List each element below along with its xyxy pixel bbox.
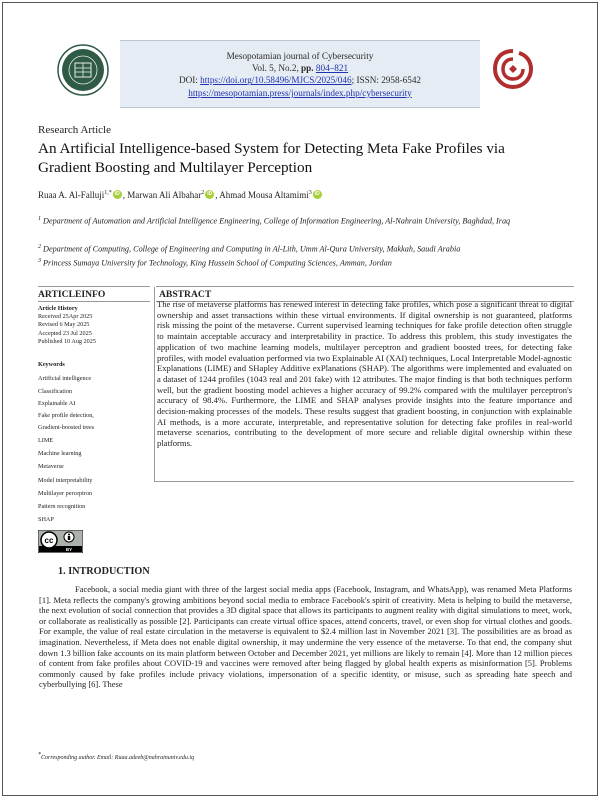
keyword: LIME: [38, 437, 54, 444]
keyword: Classification: [38, 388, 73, 395]
keyword: Model interpretability: [38, 477, 93, 484]
orcid-icon[interactable]: iD: [207, 191, 213, 197]
keywords-heading: Keywords: [38, 361, 65, 368]
article-info-heading: ARTICLEINFO: [38, 286, 150, 302]
by-text: BY: [65, 547, 73, 552]
introduction-body: [39, 584, 572, 690]
paper-title: An Artificial Intelligence-based System for Detecting Meta Fake Profiles via Gradient Boosting and Multilayer Perception: [38, 140, 505, 176]
article-history: Article History Received 25Apr 2025 Revised 6 May 2025 Accepted 23 Jul 2025 Published 10 Aug 2025: [38, 305, 96, 345]
affiliation-3: $^3$ Princess Sumaya University for Technology, King Hussein School of Computing Sciences, Amman, Jordan: [38, 258, 392, 268]
doi-link[interactable]: https://doi.org/10.58496/MJCS/2025/046: [200, 75, 352, 86]
keyword: Fake profile detection,: [38, 412, 94, 419]
author-2: Marwan Ali Albahar: [127, 190, 202, 200]
journal-url-line: [120, 87, 480, 99]
abstract-divider: [154, 287, 155, 481]
cc-text: cc: [44, 536, 54, 545]
keyword: Metaverse: [38, 463, 64, 470]
journal-name: Mesopotamian journal of Cybersecurity: [226, 51, 374, 61]
orcid-icon[interactable]: iD: [114, 191, 120, 197]
section-heading-introduction: 1. INTRODUCTION: [58, 566, 150, 577]
keyword: Multilayer perceptron: [38, 490, 93, 497]
introduction-paragraph: Facebook, a social media giant with three of the largest social media apps (Facebook, Instagram, and WhatsApp), was renamed Meta Platforms [1]. Meta reflects the company's growing ambitions beyond social media to embrace Facebook's spirit of creativity. Meta is helping to build the metaverse, the next evolution of social connection that provides a 3D digital space that allows its participants to augment reality with digital simulations to meet, work, or collaborate as realistically as possible [2]. Participants can create virtual office spaces, attend concerts, travel, or even shop for virtual clothes and goods. For example, the value of real estate circulation in the metaverse is equivalent to $2.4 million last in November 2021 [3]. The possibilities are as broad as imagination. Nevertheless, if Meta does not enable digital ownership, it may undermine the very essence of the metaverse. To that end, the company shut down 1.3 billion fake accounts on its main platform between October and December 2021, yet millions are likely to remain [4]. More than 12 million pieces of content from fake profiles about COVID-19 and vaccines were removed after being flagged by global health experts as misinformation [5]. Problems commonly caused by fake profiles include privacy violations, impersonation of a specific identity, or misuse, such as spreading hate speech and cyberbullying [6]. These: [39, 584, 572, 690]
keyword: Gradient-boosted trees: [38, 424, 95, 431]
author-1: Ruaa A. Al-Falluji: [38, 190, 105, 200]
article-type: Research Article: [38, 124, 111, 136]
keyword: Pattern recognition: [38, 503, 86, 510]
publisher-logo: [491, 47, 535, 91]
journal-header: [120, 40, 480, 108]
keyword: Machine learning: [38, 450, 82, 457]
keyword: SHAP: [38, 516, 54, 523]
doi-line: DOI: https://doi.org/10.58496/MJCS/2025/046; ISSN: 2958-6542: [178, 75, 422, 86]
abstract-heading: ABSTRACT: [156, 286, 574, 302]
abstract-text: The rise of metaverse platforms has renewed interest in detecting fake profiles, which pose a significant threat to digital ownership and asset transactions within these virtual environments. If digital ownership is not guaranteed, platforms risk missing the point of the metaverse. Current supervised learning techniques for fake profile detection often struggle to maintain acceptable accuracy and interpretability in practice. To address this problem, this study investigates the application of two machine learning models, multilayer perceptron and gradient boosted trees, for detecting fake profiles, with model evaluation performed via two Explainable AI (XAI) techniques, Local Interpretable Model-agnostic Explanations (LIME) and SHapley Additive exPlanations (SHAP). The algorithms were implemented and evaluated on a dataset of 1244 profiles (1043 real and 201 fake) with 12 attributes. The major finding is that both techniques perform well, but the gradient boosting model achieves a higher accuracy of 99.2% compared with the multilayer perceptron's accuracy of 98.4%. Furthermore, the LIME and SHAP analyses provide insights into the feature importance and decision-making processes of the models. These results suggest that gradient boosting, in conjunction with explainable AI methods, is a more accurate, interpretable, and representative solution for detecting fake profiles in real-world metaverse scenarios, contributing to the development of more secure and reliable digital ownership within these platforms.: [157, 299, 572, 449]
corresponding-author-footnote: *Corresponding author. Email: Ruaa.adeeb@nahrainuniv.edu.iq: [38, 752, 195, 761]
affiliation-1: $^1$ Department of Automation and Artificial Intelligence Engineering, College of Information Engineering, Al-Nahrain University, Baghdad, Iraq: [38, 216, 511, 226]
cc-by-license-icon[interactable]: [38, 530, 83, 553]
orcid-icon[interactable]: iD: [314, 191, 320, 197]
author-list: Ruaa A. Al-Falluji$^{1,*}$ iD , Marwan Ali Albahar$^2$ iD , Ahmad Mousa Altamimi$^3$ iD: [38, 190, 320, 200]
keyword: Artificial intelligence: [38, 375, 92, 382]
keyword: Explainable AI: [38, 400, 76, 407]
volume-info: Vol. 5, No.2, pp. 804–821: [251, 63, 349, 74]
affiliation-2: $^2$ Department of Computing, College of Engineering and Computing in Al-Lith, Umm Al-Qura University, Makkah, Saudi Arabia: [38, 244, 461, 254]
journal-url-link[interactable]: https://mesopotamian.press/journals/index.php/cybersecurity: [188, 87, 412, 98]
abstract-bottom-rule: [154, 481, 574, 482]
author-3: Ahmad Mousa Altamimi: [219, 190, 309, 200]
journal-seal-logo: [57, 44, 109, 96]
pages-link[interactable]: 804–821: [315, 63, 349, 74]
